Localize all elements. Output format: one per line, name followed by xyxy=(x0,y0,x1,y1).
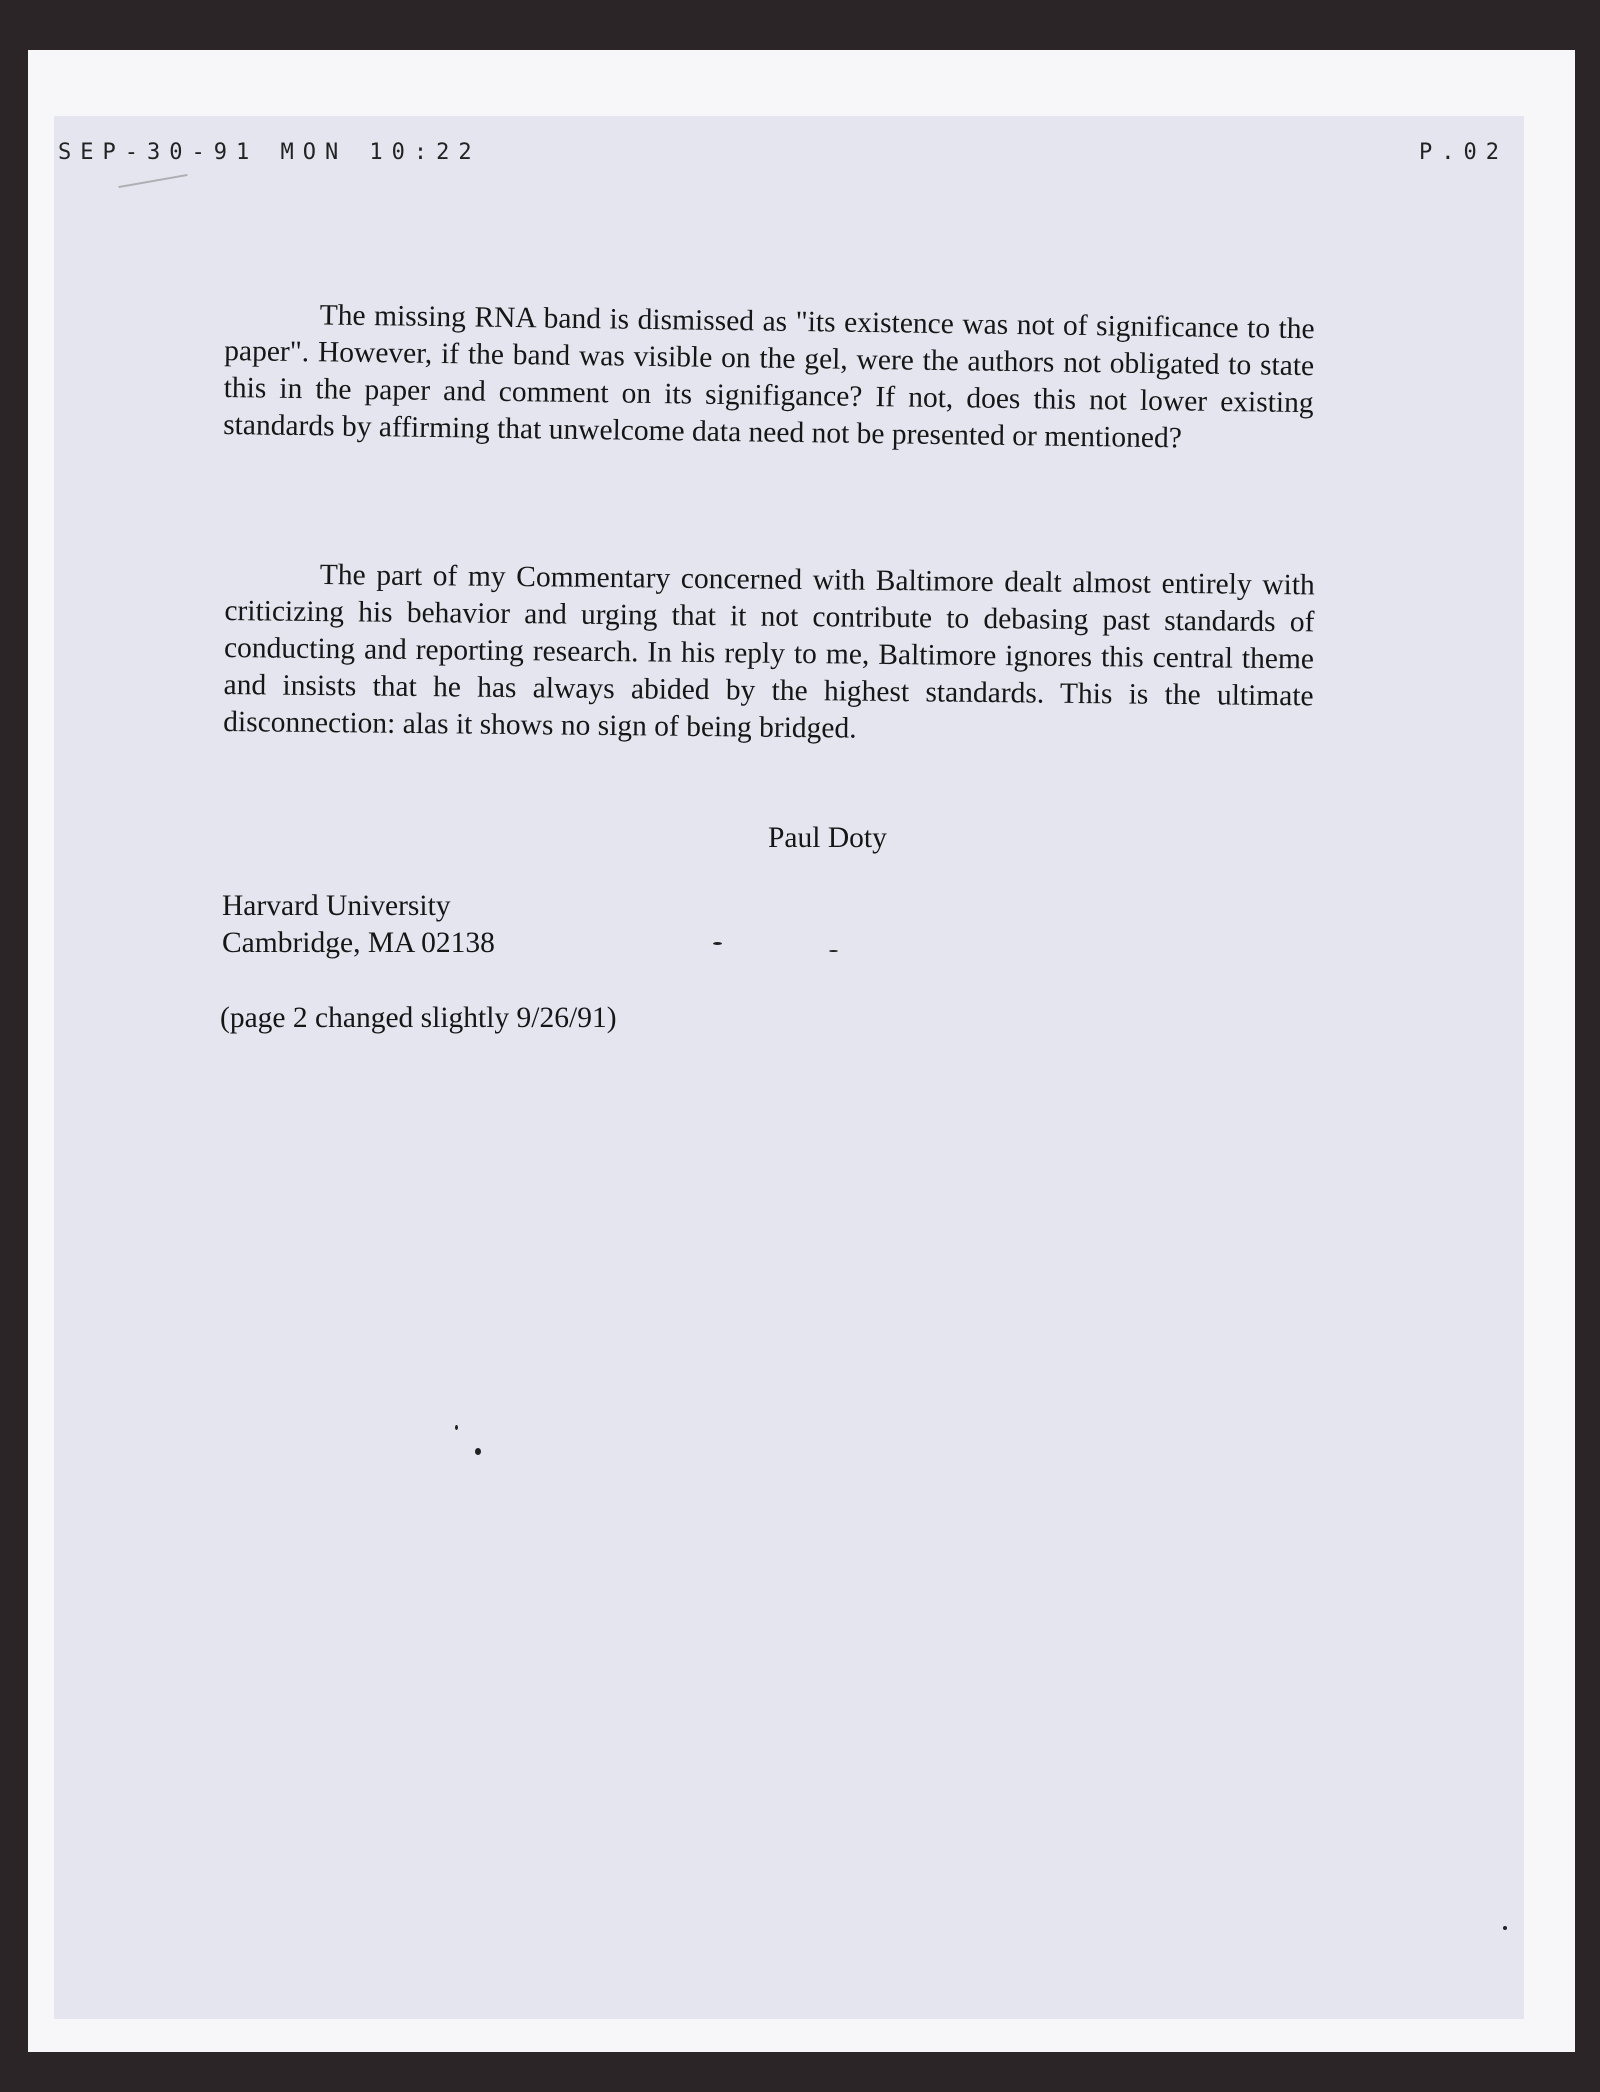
address-block xyxy=(222,888,495,962)
signature-name: Paul Doty xyxy=(768,822,887,854)
speck-mark xyxy=(1503,1926,1507,1930)
body-paragraph-2: The part of my Commentary concerned with Baltimore dealt almost entirely with criticizing his behavior and urging that it not contribute to debasing past standards of conducting and reporting research. In his reply to me, Baltimore ignores this central theme and insists that he has always abided by the highest standards. This is the ultimate disconnection: alas it shows no sign of being bridged. xyxy=(223,558,1315,745)
address-line-2: Cambridge, MA 02138 xyxy=(222,927,495,959)
body-paragraph-1: The missing RNA band is dismissed as "its existence was not of significance to the paper". However, if the band was visible on the gel, were the authors not obligated to state this in the paper and comment on its signifigance? If not, does this not lower existing standards by affirming that unwelcome data need not be presented or mentioned? xyxy=(222,299,1315,455)
speck-mark xyxy=(829,950,838,952)
speck-mark xyxy=(455,1425,458,1430)
fax-header-page-number: P.02 xyxy=(1419,140,1508,165)
fax-header-timestamp: SEP-30-91 MON 10:22 xyxy=(58,140,481,165)
speck-mark xyxy=(713,942,722,945)
revision-note: (page 2 changed slightly 9/26/91) xyxy=(220,1002,617,1034)
address-line-1: Harvard University xyxy=(222,890,451,922)
speck-mark xyxy=(475,1448,481,1455)
